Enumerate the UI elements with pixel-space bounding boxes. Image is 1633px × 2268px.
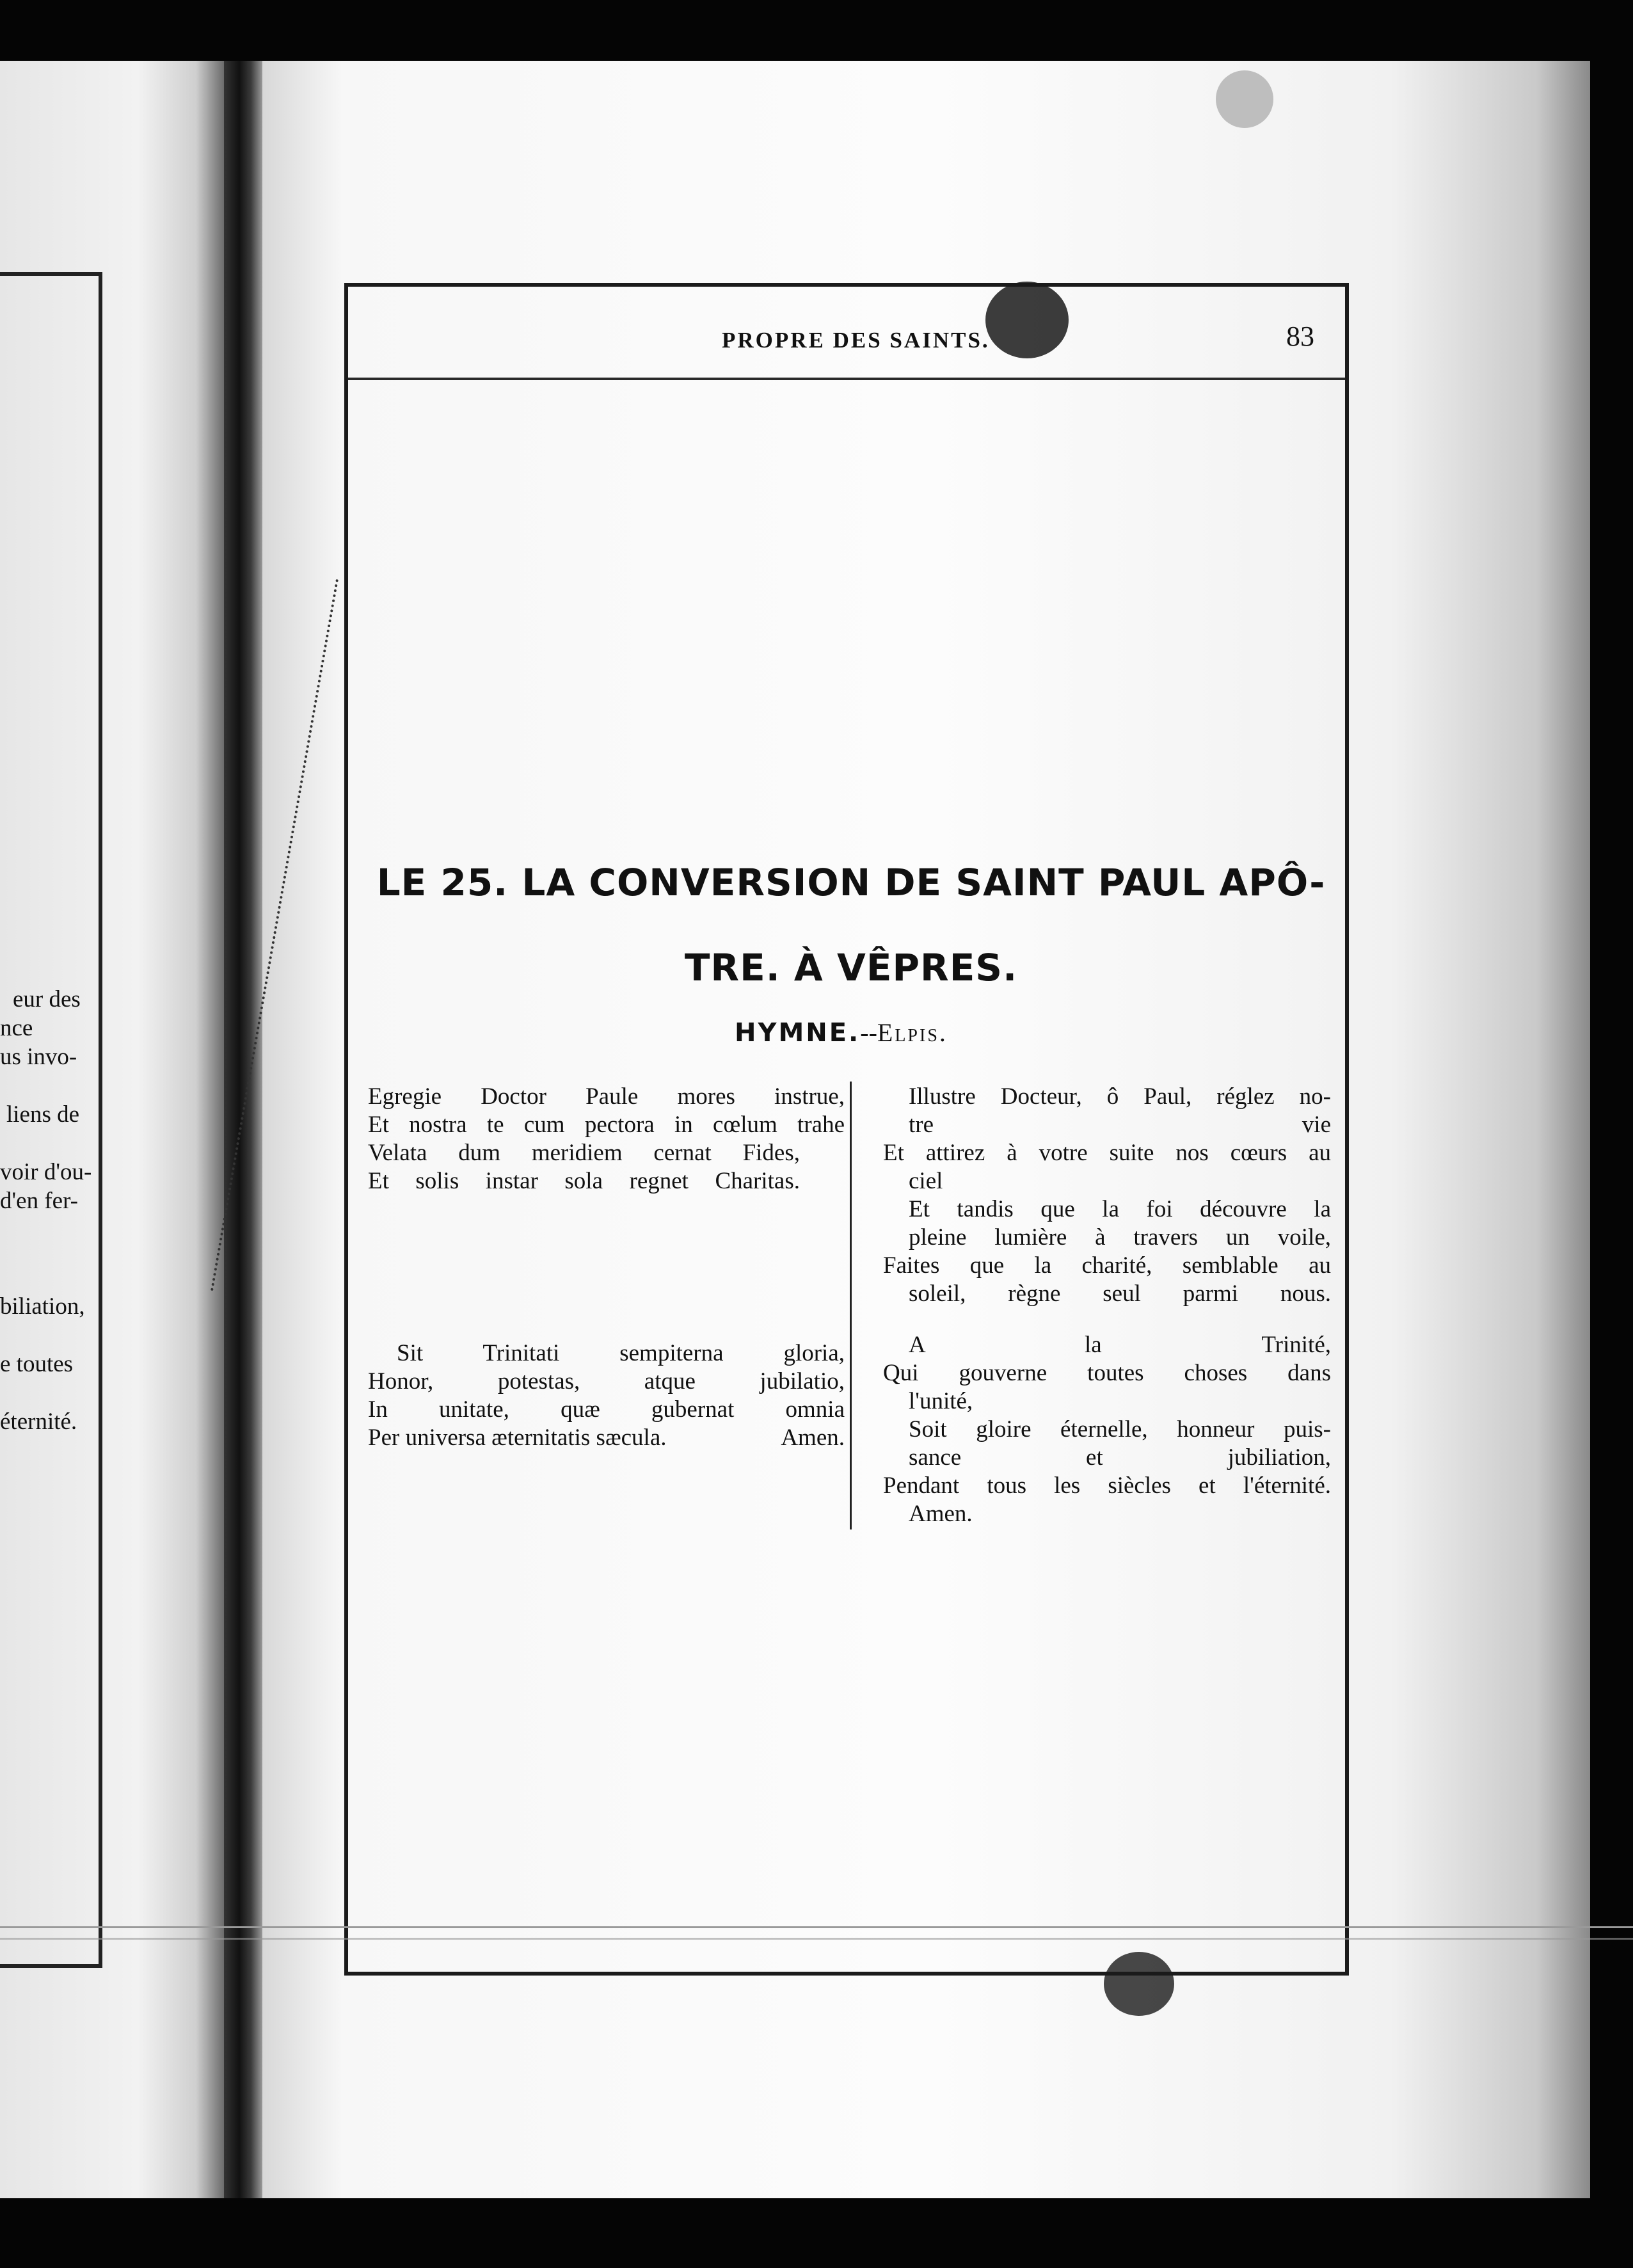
verse-line: Amen.: [909, 1501, 973, 1527]
left-fragment: éternité.: [0, 1409, 77, 1435]
french-stanza-1: [883, 1083, 1331, 1308]
left-fragment: nce: [0, 1015, 33, 1041]
header-rule: [348, 378, 1345, 380]
hymn-heading: [735, 1018, 948, 1048]
film-border-bottom: [0, 2198, 1633, 2268]
page-number: 83: [1286, 321, 1314, 352]
verse-line: Et nostra te cum pectora in cœlum trahe: [368, 1112, 845, 1138]
verse-line-with-amen: [368, 1424, 845, 1452]
verse-line: tre vie: [909, 1112, 1331, 1138]
left-fragment: voir d'ou-: [0, 1159, 92, 1185]
verse-line: Et attirez à votre suite nos cœurs au: [883, 1140, 1331, 1166]
ink-blot: [1104, 1952, 1174, 2016]
verse-line: pleine lumière à travers un voile,: [909, 1224, 1331, 1250]
page-gutter: [224, 61, 262, 2198]
verse-line: Honor, potestas, atque jubilatio,: [368, 1368, 845, 1394]
scan-line: [0, 1926, 1633, 1928]
verse-line: sance et jubiliation,: [909, 1444, 1331, 1471]
verse-line: A la Trinité,: [909, 1332, 1331, 1358]
left-fragment: us invo-: [0, 1044, 77, 1070]
title-line-1: LE 25. LA CONVERSION DE SAINT PAUL APÔ-: [376, 861, 1326, 904]
latin-stanza-1: [368, 1083, 845, 1195]
left-fragment: d'en fer-: [0, 1188, 78, 1214]
hymn-separator: --: [860, 1018, 877, 1047]
verse-line: l'unité,: [909, 1388, 973, 1414]
verse-line: Soit gloire éternelle, honneur puis-: [909, 1416, 1331, 1442]
french-stanza-2: [883, 1331, 1331, 1528]
verse-line: Egregie Doctor Paule mores instrue,: [368, 1083, 845, 1110]
scan-line: [0, 1938, 1633, 1940]
hymn-author: Elpis.: [877, 1018, 948, 1047]
verse-line: Per universa æternitatis sæcula.: [368, 1425, 667, 1451]
hymn-label: HYMNE.: [735, 1018, 861, 1048]
left-fragment: liens de: [6, 1101, 80, 1128]
left-fragment: biliation,: [0, 1293, 85, 1320]
latin-stanza-2: [368, 1339, 845, 1452]
column-divider: [850, 1082, 852, 1529]
left-fragment: e toutes: [0, 1351, 74, 1377]
scan-smudge: [1216, 70, 1273, 128]
verse-line: Faites que la charité, semblable au: [883, 1252, 1331, 1279]
verse-line: Sit Trinitati sempiterna gloria,: [397, 1340, 845, 1366]
running-head: PROPRE DES SAINTS.: [722, 328, 990, 353]
title-line-2: TRE. À VÊPRES.: [684, 946, 1018, 989]
verse-line: In unitate, quæ gubernat omnia: [368, 1396, 845, 1423]
film-border-top: [0, 0, 1633, 61]
verse-line: soleil, règne seul parmi nous.: [909, 1281, 1331, 1307]
verse-line: ciel: [909, 1168, 943, 1194]
verse-line: Illustre Docteur, ô Paul, réglez no-: [909, 1083, 1331, 1110]
left-fragment: eur des: [13, 986, 81, 1012]
ink-blot: [985, 282, 1069, 358]
amen: Amen.: [781, 1425, 845, 1451]
verse-line: Pendant tous les siècles et l'éternité.: [883, 1473, 1331, 1499]
verse-line: Velata dum meridiem cernat Fides,: [368, 1140, 800, 1166]
verse-line: Et tandis que la foi découvre la: [909, 1196, 1331, 1222]
verse-line: Et solis instar sola regnet Charitas.: [368, 1168, 800, 1194]
verse-line: Qui gouverne toutes choses dans: [883, 1360, 1331, 1386]
